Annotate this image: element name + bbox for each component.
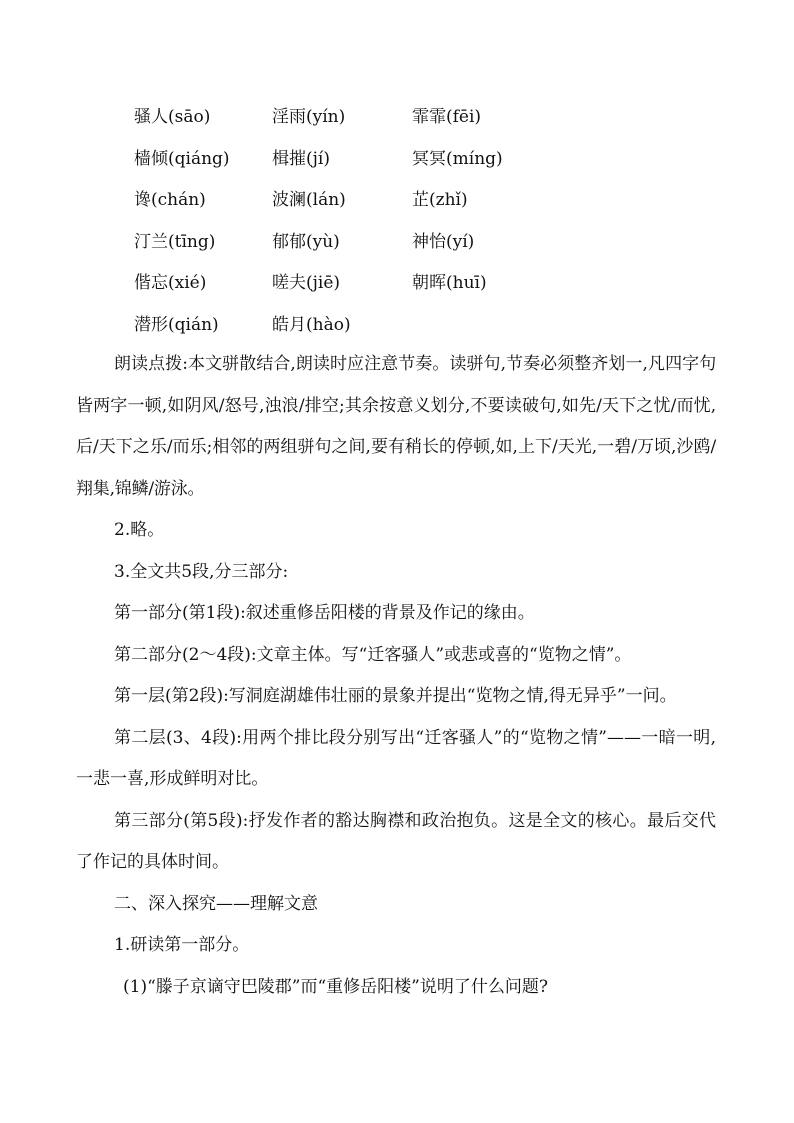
vocab-row: [134, 100, 734, 142]
vocab-row: [134, 142, 734, 184]
vocab-term: 郁郁(yù): [272, 231, 340, 252]
vocab-term: 嗟夫(jiē): [272, 273, 341, 293]
vocab-term: 樯倾(qiáng): [134, 148, 230, 169]
section-heading: 二、深入探究——理解文意: [114, 893, 318, 914]
vocab-term: 汀兰(tīng): [134, 231, 216, 252]
vocab-row: [134, 308, 734, 350]
vocab-row: [134, 266, 734, 308]
question-1: (1)“滕子京谪守巴陵郡”而“重修岳阳楼”说明了什么问题?: [123, 976, 548, 997]
reading-tips-paragraph: 朗读点拨:本文骈散结合,朗读时应注意节奏。读骈句,节奏必须整齐划一,凡四字句皆两字一顿,如阴风/怒号,浊浪/排空;其余按意义划分,不要读破句,如先/天下之忧/而忧,后/天下之乐/而乐;相邻的两组骈句之间,要有稍长的停顿,如,上下/天光,一碧/万顷,沙鸥/翔集,锦鳞/游泳。: [76, 354, 716, 499]
vocab-term: 楫摧(jí): [272, 148, 330, 169]
vocabulary-table: [134, 100, 734, 349]
item-2-paragraph: 2.略。: [114, 520, 165, 540]
vocab-term: 芷(zhǐ): [412, 190, 468, 210]
vocab-term: 朝晖(huī): [412, 273, 487, 293]
vocab-term: 潜形(qián): [134, 314, 219, 335]
layer-one-paragraph: 第一层(第2段):写洞庭湖雄伟壮丽的景象并提出“览物之情,得无异乎”一问。: [114, 686, 677, 706]
part-one-paragraph: 第一部分(第1段):叙述重修岳阳楼的背景及作记的缘由。: [114, 603, 535, 623]
vocab-row: [134, 183, 734, 225]
vocab-term: 骚人(sāo): [134, 107, 211, 127]
vocab-term: 霏霏(fēi): [412, 107, 482, 127]
vocab-term: 皓月(hào): [272, 314, 351, 335]
structure-heading: 3.全文共5段,分三部分:: [114, 561, 289, 582]
vocab-term: 谗(chán): [134, 190, 206, 210]
vocab-term: 神怡(yí): [412, 231, 475, 252]
vocab-term: 冥冥(míng): [412, 148, 503, 169]
vocab-term: 淫雨(yín): [272, 107, 346, 127]
study-part-one: 1.研读第一部分。: [114, 935, 250, 955]
vocab-term: 偕忘(xié): [134, 273, 207, 293]
part-three-paragraph: 第三部分(第5段):抒发作者的豁达胸襟和政治抱负。这是全文的核心。最后交代了作记的具体时间。: [76, 810, 716, 872]
layer-two-paragraph: 第二层(3、4段):用两个排比段分别写出“迁客骚人”的“览物之情”——一暗一明,一悲一喜,形成鲜明对比。: [76, 727, 716, 789]
vocab-row: [134, 225, 734, 267]
body-text: [76, 344, 716, 1008]
part-two-paragraph: 第二部分(2～4段):文章主体。写“迁客骚人”或悲或喜的“览物之情”。: [114, 644, 632, 665]
vocab-term: 波澜(lán): [272, 190, 346, 210]
